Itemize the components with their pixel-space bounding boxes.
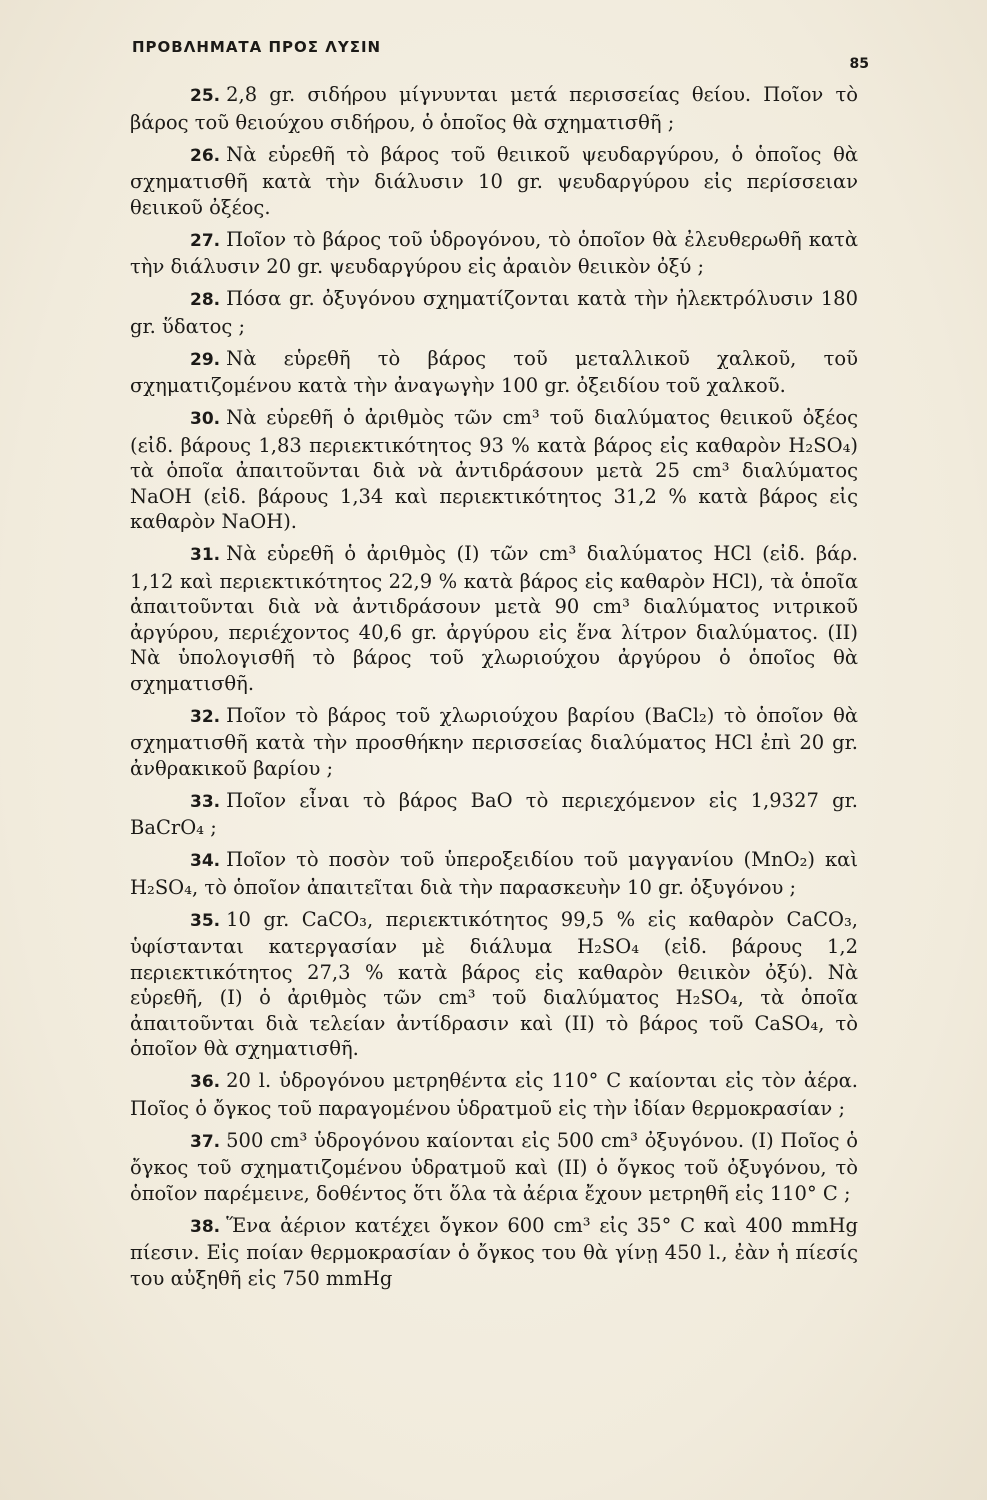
problem-text: 500 cm³ ὑδρογόνου καίονται εἰς 500 cm³ ὀξυγόνου. (I) Ποῖος ὁ ὄγκος τοῦ σχηματιζομένου ὑδρατμοῦ καὶ (II) ὁ ὄγκος τοῦ ὀξυγόνου, τὸ ὁποῖον παρέμεινε, δοθέντος ὅτι ὅλα τὰ ἀέρια ἔχουν μετρηθῆ εἰς 110° C ;: [130, 1128, 858, 1205]
problem-30: [130, 405, 858, 535]
problem-text: Ποῖον τὸ βάρος τοῦ χλωριούχου βαρίου (BaCl₂) τὸ ὁποῖον θὰ σχηματισθῆ κατὰ τὴν προσθήκην περισσείας διαλύματος HCl ἐπὶ 20 gr. ἀνθρακικοῦ βαρίου ;: [130, 703, 858, 780]
problem-31: [130, 541, 858, 696]
problem-text: Νὰ εὑρεθῆ τὸ βάρος τοῦ θειικοῦ ψευδαργύρου, ὁ ὁποῖος θὰ σχηματισθῆ κατὰ τὴν διάλυσιν 10 gr. ψευδαργύρου εἰς περίσσειαν θειικοῦ ὀξέος.: [130, 142, 858, 219]
problem-text: Ποῖον τὸ ποσὸν τοῦ ὑπεροξειδίου τοῦ μαγγανίου (MnO₂) καὶ H₂SO₄, τὸ ὁποῖον ἀπαιτεῖται διὰ τὴν παρασκευὴν 10 gr. ὀξυγόνου ;: [130, 848, 858, 899]
problem-text: Πόσα gr. ὀξυγόνου σχηματίζονται κατὰ τὴν ἠλεκτρόλυσιν 180 gr. ὕδατος ;: [130, 287, 858, 338]
problem-text: Ἕνα ἀέριον κατέχει ὄγκον 600 cm³ εἰς 35° C καὶ 400 mmHg πίεσιν. Εἰς ποίαν θερμοκρασίαν ὁ ὄγκος του θὰ γίνῃ 450 l., ἐὰν ἡ πίεσίς του αὐξηθῆ εἰς 750 mmHg: [130, 1213, 858, 1290]
problem-list: [130, 82, 858, 1298]
problem-26: [130, 142, 858, 221]
problem-32: [130, 703, 858, 782]
problem-36: [130, 1068, 858, 1121]
problem-number: 32.: [190, 706, 221, 727]
running-title: ΠΡΟΒΛΗΜΑΤΑ ΠΡΟΣ ΛΥΣΙΝ: [132, 38, 382, 56]
problem-number: 25.: [190, 86, 221, 106]
problem-34: [130, 847, 858, 900]
page-header: [132, 28, 869, 72]
problem-number: 36.: [190, 1072, 221, 1092]
problem-number: 37.: [190, 1131, 221, 1152]
problem-28: [130, 286, 858, 339]
problem-33: [130, 788, 858, 841]
problem-number: 29.: [190, 349, 221, 370]
problem-text: 10 gr. CaCO₃, περιεκτικότητος 99,5 % εἰς καθαρὸν CaCO₃, ὑφίστανται κατεργασίαν μὲ διάλυμα H₂SO₄ (εἰδ. βάρους 1,2 περιεκτικότητος 27,3 % κατὰ βάρος εἰς καθαρὸν θειικὸν ὀξύ). Νὰ εὑρεθῆ, (I) ὁ ἀριθμὸς τῶν cm³ τοῦ διαλύματος H₂SO₄, τὰ ὁποῖα ἀπαιτοῦνται διὰ τελείαν ἀντίδρασιν καὶ (II) τὸ βάρος τοῦ CaSO₄, τὸ ὁποῖον θὰ σχηματισθῆ.: [130, 907, 858, 1060]
page-number: 85: [849, 56, 869, 72]
problem-number: 34.: [190, 851, 221, 871]
problem-37: [130, 1128, 858, 1207]
problem-number: 27.: [190, 230, 221, 251]
problem-number: 35.: [190, 910, 221, 931]
problem-text: Νὰ εὑρεθῆ ὁ ἀριθμὸς (I) τῶν cm³ διαλύματος HCl (εἰδ. βάρ. 1,12 καὶ περιεκτικότητος 22,9 % κατὰ βάρος εἰς καθαρὸν HCl), τὰ ὁποῖα ἀπαιτοῦνται διὰ νὰ ἀντιδράσουν μετὰ 90 cm³ διαλύματος νιτρικοῦ ἀργύρου, περιέχοντος 40,6 gr. ἀργύρου εἰς ἕνα λίτρον διαλύματος. (II) Νὰ ὑπολογισθῆ τὸ βάρος τοῦ χλωριούχου ἀργύρου ὁ ὁποῖος θὰ σχηματισθῆ.: [130, 542, 858, 695]
problem-number: 38.: [190, 1216, 221, 1237]
problem-38: [130, 1213, 858, 1292]
problem-35: [130, 907, 858, 1062]
problem-text: Νὰ εὑρεθῆ ὁ ἀριθμὸς τῶν cm³ τοῦ διαλύματος θειικοῦ ὀξέος (εἰδ. βάρους 1,83 περιεκτικότητος 93 % κατὰ βάρος εἰς καθαρὸν H₂SO₄) τὰ ὁποῖα ἀπαιτοῦνται διὰ νὰ ἀντιδράσουν μετὰ 25 cm³ διαλύματος NaOH (εἰδ. βάρους 1,34 καὶ περιεκτικότητος 31,2 % κατὰ βάρος εἰς καθαρὸν NaOH).: [130, 406, 858, 533]
problem-29: [130, 346, 858, 399]
problem-27: [130, 227, 858, 280]
problem-number: 33.: [190, 791, 221, 812]
problem-text: Ποῖον τὸ βάρος τοῦ ὑδρογόνου, τὸ ὁποῖον θὰ ἐλευθερωθῆ κατὰ τὴν διάλυσιν 20 gr. ψευδαργύρου εἰς ἀραιὸν θειικὸν ὀξύ ;: [130, 227, 858, 278]
problem-text: 2,8 gr. σιδήρου μίγνυνται μετά περισσείας θείου. Ποῖον τὸ βάρος τοῦ θειούχου σιδήρου, ὁ ὁποῖος θὰ σχηματισθῆ ;: [130, 83, 858, 134]
problem-text: Νὰ εὑρεθῆ τὸ βάρος τοῦ μεταλλικοῦ χαλκοῦ, τοῦ σχηματιζομένου κατὰ τὴν ἀναγωγὴν 100 gr. ὀξειδίου τοῦ χαλκοῦ.: [130, 346, 858, 397]
problem-text: 20 l. ὑδρογόνου μετρηθέντα εἰς 110° C καίονται εἰς τὸν ἀέρα. Ποῖος ὁ ὄγκος τοῦ παραγομένου ὑδρατμοῦ εἰς τὴν ἰδίαν θερμοκρασίαν ;: [130, 1069, 858, 1120]
problem-text: Ποῖον εἶναι τὸ βάρος BaO τὸ περιεχόμενον εἰς 1,9327 gr. BaCrO₄ ;: [130, 788, 858, 839]
problem-number: 28.: [190, 290, 221, 310]
problem-number: 31.: [190, 545, 221, 565]
problem-number: 30.: [190, 409, 221, 429]
problem-number: 26.: [190, 145, 221, 166]
problem-25: [130, 82, 858, 135]
